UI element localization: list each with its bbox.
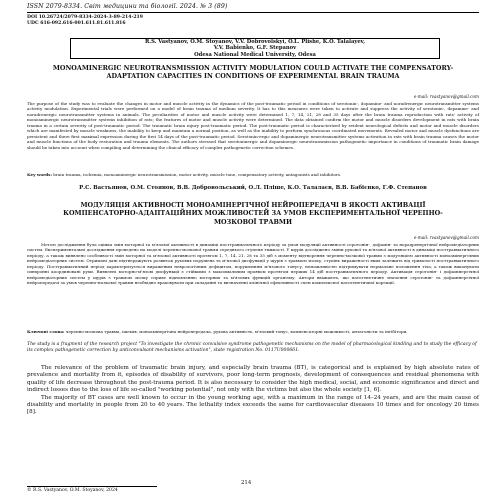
keywords-en-label: Key words: bbox=[27, 172, 52, 177]
page-number: 214 bbox=[241, 480, 252, 486]
body-paragraph-2: The majority of BT cases are well known to occur in the young working age, with a maximum in the range of 14–24 years, and are the main cause of disability and mortality in people from 20 to 40 years. The lethality index exceeds the same for cardiovascular diseases 10 times and for oncology 20 times [8]. bbox=[27, 394, 479, 416]
keywords-ua-text: черепно-мозкова травма, ішемія, моноамінергічна нейропередача, рухова активність, м'язовий тонус, компенсаторні можливості, антагоністи та інгібітори. bbox=[65, 329, 408, 334]
authors-line-1: R.S. Vastyanov, O.M. Stoyanov, V.V. Dobrovolskyi, O.L. Plishе, K.O. Talalayev, bbox=[144, 39, 366, 45]
article-page bbox=[27, 0, 479, 500]
copyright: © R.S. Vastyanov, O.M. Stoyanov, 2024 bbox=[27, 488, 118, 493]
body-text bbox=[27, 365, 479, 417]
authors-ua: Р.С. Вастьянов, О.М. Стоянов, В.В. Добровольський, О.Л. Плішe, К.О. Талалаєв, В.В. Бабієнко, Г.Ф. Степанов bbox=[79, 185, 427, 191]
title-ua: МОДУЛЯЦІЯ АКТИВНОСТІ МОНОАМІНЕРГІЧНОЇ НЕЙРОПЕРЕДАЧІ В ЯКОСТІ АКТИВАЦІЇ КОМПЕНСАТОРНО-АДАПТАЦІЙНИХ МОЖЛИВОСТЕЙ ЗА УМОВ ЕКСПЕРИМЕНТАЛЬНОЇ ЧЕРЕПНО-МОЗКОВОЇ ТРАВМИ bbox=[63, 201, 443, 226]
authors-line-2: V.V. Babienko, G.F. Stepanov bbox=[213, 45, 297, 52]
keywords-ua-label: Ключові слова: bbox=[27, 329, 65, 334]
keywords-en-text: brain trauma, ischemia, monoaminergic neurotransmission, motor activity, muscle tone, compensatory activity, antagonists and inhibitors. bbox=[53, 172, 342, 177]
udc: UDC 616-092.616-001.611.81.611.816 bbox=[27, 21, 126, 27]
title-en: MONOAMINERGIC NEUROTRANSMISSION ACTIVITY MODULATION COULD ACTIVATE THE COMPENSATORY-ADAPTATION CAPACITIES IN CONDITIONS OF EXPERIMENTAL BRAIN TRAUMA bbox=[52, 64, 454, 81]
abstract-ua: Метою дослідження була оцінка змін моторної та м'язової активності в динаміці посттравматичного періоду за умов модуляції активності серотонін-, дофамін- та норадренергічної нейромедіаторних систем. Експериментальні дослідження проведено на моделі черепно-мозкової травми середнього ступеня тяжкості. У щурів досліджено зміни рухової та м'язової активності в динаміці посттравматичного періоду, а також виявлено особливості змін моторної та м'язової активності протягом 1, 7, 14, 21, 28 та 35 діб з моменту відтворення черепно-мозкової травми з модуляцією активності моноамінергічних нейромедіаторних систем. Отримані дані підтверджують розвиток рухових порушень та м'язової дисфункції у щурів з травмою мозку, ступінь вираженості яких залежить від тривалості посттравматичного періоду. Посттравматичний період характеризується вираженим неврологічним дефіцитом, порушенням м'язового тонусу, неможливістю підтримувати нормальне положення тіла, а також виконувати синхронні координовані рухи. Виявлені моторно-м'язові дисфункції є стійкими з максимальним проявом протягом перших 14 діб посттравматичного періоду. Активація серотонін- і дофамінергічної нейромедіаторних систем у щурів з травмою мозку сприяє відновленню моторних та м'язових функцій організму. Автори вважають, що патогенетичне значення серотонін- та дофамінергічної нейропередачі за умов черепно-мозкової травми необхідно враховувати при складанні та визначенні клінічної ефективності схем комплексної патогенетичної корекції. bbox=[27, 242, 479, 286]
keywords-en bbox=[27, 172, 479, 177]
email-en[interactable]: e-mail: rvastyanov@gmail.com bbox=[413, 94, 479, 99]
journal-header: ISSN 2079-8334. Світ медицини та біології. 2024. № 3 (89) bbox=[27, 3, 479, 13]
doi[interactable]: DOI 10.26724/2079-8334-2024-3-89-214-219 bbox=[27, 15, 143, 20]
funding-note: The study is a fragment of the research project "To investigate the chronic convulsive syndrome pathogenetic mechanisms on the model of pharmacological kindling and to study the efficacy of its complex pathogenetic correction by anticonvulsant mechanisms activation", state registration No. 0117U000661. bbox=[27, 342, 477, 353]
authors-box-en bbox=[70, 38, 440, 59]
body-paragraph-1: The relevance of the problem of traumatic brain injury, and especially brain trauma (BT), is categorical and is explained by high absolute rates of prevalence and mortality from it, episodes of disability of survivors, poor long-term prognosis, development of consequences and residual phenomena with quality of life decrease throughout the post-trauma period. It is also necessary to consider the high medical, social, and economic significance and direct and indirect losses due to the loss of life so-called "working potential", not only with the victims but also the whole society [1, 6]. bbox=[27, 365, 479, 394]
footer-rule bbox=[27, 486, 157, 487]
keywords-ua bbox=[27, 329, 479, 334]
affiliation: Odesa National Medical University, Odesa bbox=[194, 51, 316, 58]
abstract-en bbox=[27, 101, 479, 150]
article-identifiers bbox=[27, 15, 143, 28]
abstract-en-text: The purpose of the study was to evaluate the changes in motor and muscle activity in the dynamics of the post-traumatic period in conditions of serotonin-, dopamine- and noradrenergic neurotransmitter systems activity modulation. Experimental trials were performed on a model of brain trauma of medium severity. It has to this measures were taken to activate and suppress the activity of serotonin-, dopamine- and noradrenergic neurotransmitter systems in animals. The peculiarities of motor and muscle activity were determined 1, 7, 14, 21, 28 and 35 days after the brain trauma reproduction with rats' activity of monoaminergic neurotransmitter systems inhibition of rats; the features of motor and muscle activity were determined. The data obtained confirm the motor and muscle disorders development in rats with brain trauma in a certain severity of post-traumatic period. The traumatic brain injury post-traumatic period. The post-traumatic period is characterized by evident neurological deficits and motor and muscle disorders which are manifested by muscle weakness, the inability to keep and maintain a normal position, as well as the inability to perform synchronous coordinated movements. Revealed motor and muscle dysfunctions are persistent and there first maximal expression during the first 14 days of the post-traumatic period. Serotonin-ergic and dopaminergic neurotransmitter systems activation in rats with brain trauma causes the motor and muscle functions of the body restoration and trauma elements. The authors stressed that serotoninergic and dopaminergic neurotransmission pathogenetic importance in conditions of traumatic brain damage should be taken into account when compiling and determining the clinical efficacy of complex pathogenetic correction schemes. bbox=[27, 101, 479, 150]
email-ua[interactable]: e-mail: rvastyanov@gmail.com bbox=[413, 235, 479, 240]
